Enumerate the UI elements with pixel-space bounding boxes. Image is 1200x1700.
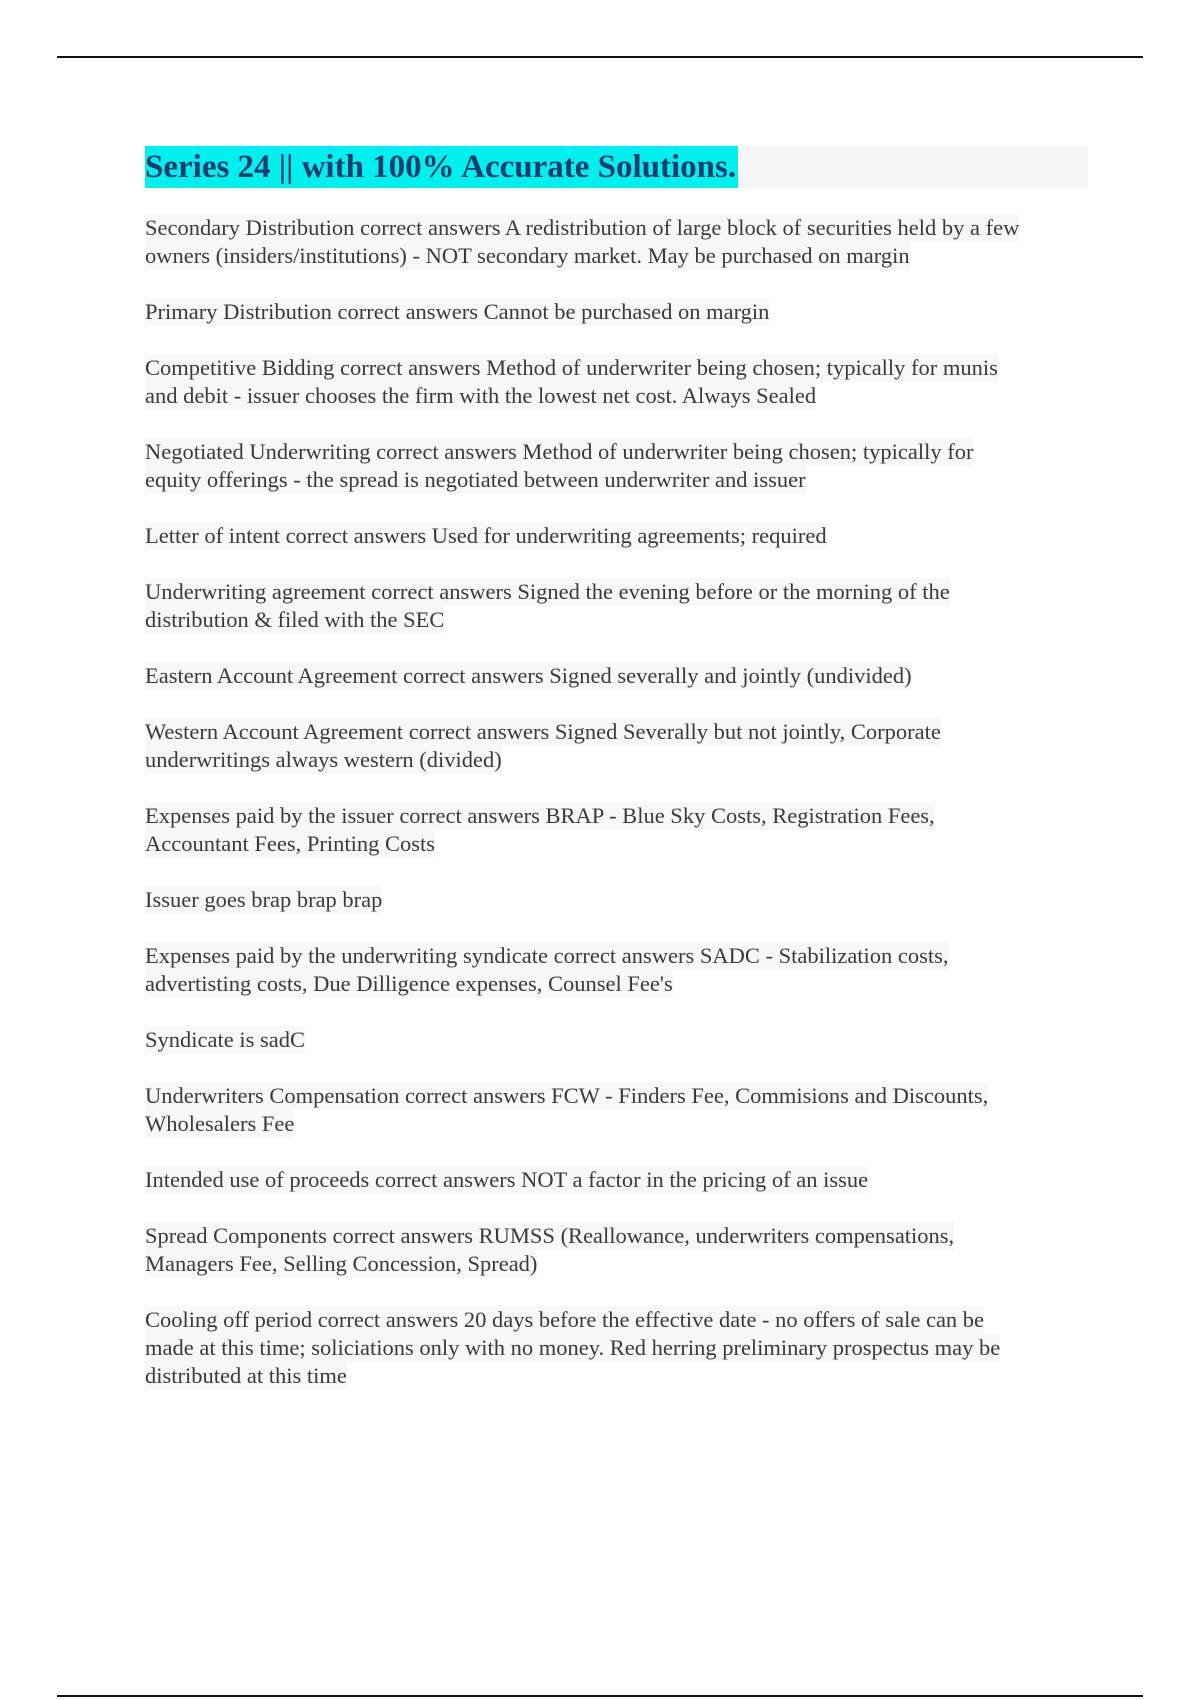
entry-line: Wholesalers Fee — [145, 1111, 295, 1136]
entry-underwriters-compensation — [145, 1082, 1090, 1138]
entry-letter-of-intent — [145, 522, 1090, 550]
entry-line: made at this time; soliciations only with no money. Red herring preliminary prospectus may be — [145, 1335, 1001, 1360]
entry-line: Letter of intent correct answers Used for underwriting agreements; required — [145, 523, 827, 548]
entry-line: Secondary Distribution correct answers A redistribution of large block of securities held by a few — [145, 215, 1020, 240]
entry-negotiated-underwriting — [145, 438, 1090, 494]
footer-rule — [57, 1695, 1143, 1697]
entry-line: Cooling off period correct answers 20 days before the effective date - no offers of sale can be — [145, 1307, 985, 1332]
entry-western-account — [145, 718, 1090, 774]
entry-line: Syndicate is sadC — [145, 1027, 305, 1052]
entry-line: distribution & filed with the SEC — [145, 607, 445, 632]
entry-issuer-mnemonic — [145, 886, 1090, 914]
entry-eastern-account — [145, 662, 1090, 690]
entry-spread-components — [145, 1222, 1090, 1278]
entry-line: equity offerings - the spread is negotiated between underwriter and issuer — [145, 467, 806, 492]
document-title: Series 24 || with 100% Accurate Solutions. — [145, 146, 738, 188]
entry-line: Spread Components correct answers RUMSS (Reallowance, underwriters compensations, — [145, 1223, 955, 1248]
entry-line: distributed at this time — [145, 1363, 347, 1388]
entry-line: Negotiated Underwriting correct answers Method of underwriter being chosen; typically for — [145, 439, 974, 464]
entry-cooling-off-period — [145, 1306, 1090, 1390]
entry-line: Expenses paid by the underwriting syndicate correct answers SADC - Stabilization costs, — [145, 943, 949, 968]
entry-line: Eastern Account Agreement correct answers Signed severally and jointly (undivided) — [145, 663, 912, 688]
entry-line: Accountant Fees, Printing Costs — [145, 831, 435, 856]
entry-line: Primary Distribution correct answers Cannot be purchased on margin — [145, 299, 770, 324]
entry-line: Underwriters Compensation correct answers FCW - Finders Fee, Commisions and Discounts, — [145, 1083, 989, 1108]
entry-line: Competitive Bidding correct answers Method of underwriter being chosen; typically for munis — [145, 355, 998, 380]
header-rule — [57, 56, 1143, 58]
entry-syndicate-expenses — [145, 942, 1090, 998]
entry-line: Issuer goes brap brap brap — [145, 887, 383, 912]
entry-line: advertisting costs, Due Dilligence expenses, Counsel Fee's — [145, 971, 673, 996]
entry-issuer-expenses — [145, 802, 1090, 858]
entry-line: Managers Fee, Selling Concession, Spread) — [145, 1251, 538, 1276]
entry-line: and debit - issuer chooses the firm with the lowest net cost. Always Sealed — [145, 383, 817, 408]
entry-syndicate-mnemonic — [145, 1026, 1090, 1054]
entry-secondary-distribution — [145, 214, 1090, 270]
entry-line: Expenses paid by the issuer correct answers BRAP - Blue Sky Costs, Registration Fees, — [145, 803, 935, 828]
entry-competitive-bidding — [145, 354, 1090, 410]
entry-use-of-proceeds — [145, 1166, 1090, 1194]
entry-line: owners (insiders/institutions) - NOT secondary market. May be purchased on margin — [145, 243, 910, 268]
entry-line: Underwriting agreement correct answers Signed the evening before or the morning of the — [145, 579, 950, 604]
document-body — [145, 146, 1090, 1418]
entry-line: Intended use of proceeds correct answers NOT a factor in the pricing of an issue — [145, 1167, 869, 1192]
entry-underwriting-agreement — [145, 578, 1090, 634]
entry-primary-distribution — [145, 298, 1090, 326]
entry-line: underwritings always western (divided) — [145, 747, 502, 772]
entry-line: Western Account Agreement correct answers Signed Severally but not jointly, Corporate — [145, 719, 941, 744]
title-band — [145, 146, 1088, 188]
